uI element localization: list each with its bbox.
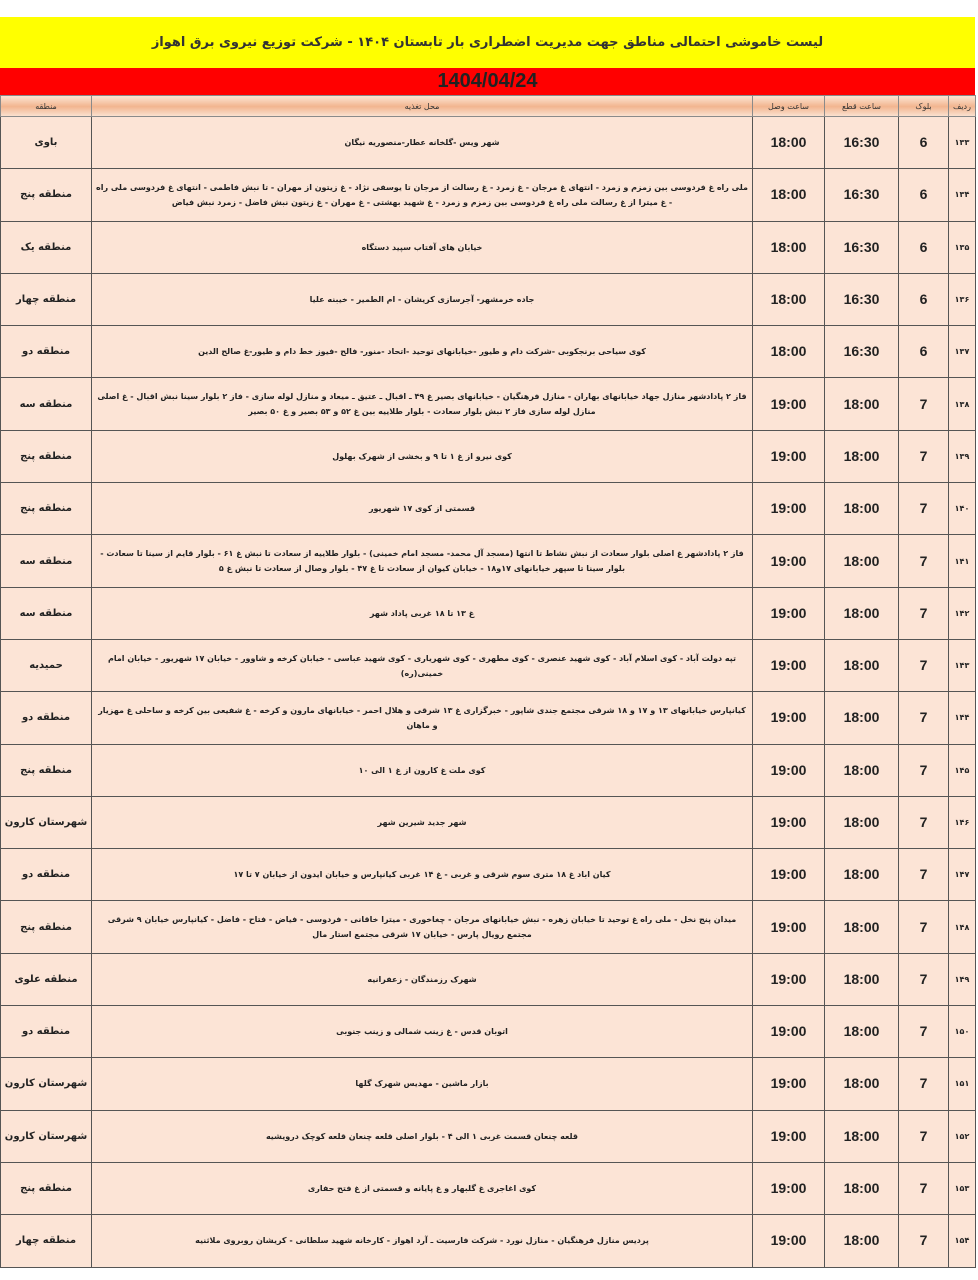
header-region: منطقه	[1, 96, 92, 117]
cut-time: 18:00	[825, 1110, 899, 1162]
connect-time: 19:00	[753, 430, 825, 482]
location-cell: پردیس منازل فرهنگیان - منازل نورد - شرکت فارسیت ـ آرد اهواز - کارخانه شهید سلطانی - کریشان روبروی ملاثنیه	[92, 1215, 753, 1267]
block-cell: 6	[899, 117, 949, 169]
block-cell: 7	[899, 796, 949, 848]
block-cell: 6	[899, 169, 949, 221]
document-title: لیست خاموشی احتمالی مناطق جهت مدیریت اضطراری بار تابستان ۱۴۰۴ - شرکت توزیع نیروی برق اهواز	[0, 17, 975, 68]
connect-time: 19:00	[753, 953, 825, 1005]
region-cell: منطقه دو	[1, 849, 92, 901]
region-cell: منطقه پنج	[1, 169, 92, 221]
region-cell: منطقه سه	[1, 378, 92, 430]
row-number: ۱۵۰	[949, 1006, 976, 1058]
location-cell: غ ۱۳ تا ۱۸ غربی پاداد شهر	[92, 587, 753, 639]
location-cell: اتوبان قدس - غ زینب شمالی و زینب جنوبی	[92, 1006, 753, 1058]
location-cell: ملی راه غ فردوسی بین زمزم و زمرد - انتهای غ مرجان - غ زمرد - غ رسالت از مرجان تا یوسفی نژاد - غ زیتون از مهران - تا نبش فاطمی - انتهای غ فردوسی ملی راه - غ میترا از غ رسالت ملی راه غ فردوسی بین زمزم و زمرد - غ شهید بهشتی - غ مهران - غ زیتون نبش فاضل - زمرد نبش فیاض	[92, 169, 753, 221]
table-row	[1, 901, 976, 953]
region-cell: منطقه سه	[1, 535, 92, 587]
location-cell: کوی سیاحی برنجکوبی -شرکت دام و طیور -خیابانهای توحید -اتحاد -منور- فالح -فیوز خط دام و طیور-غ صالح الدین	[92, 326, 753, 378]
table-row	[1, 953, 976, 1005]
cut-time: 18:00	[825, 639, 899, 691]
location-cell: کوی ملت غ کارون از غ ۱ الی ۱۰	[92, 744, 753, 796]
row-number: ۱۴۶	[949, 796, 976, 848]
row-number: ۱۴۲	[949, 587, 976, 639]
connect-time: 18:00	[753, 117, 825, 169]
connect-time: 19:00	[753, 535, 825, 587]
region-cell: منطقه دو	[1, 326, 92, 378]
connect-time: 18:00	[753, 169, 825, 221]
location-cell: کوی اغاجری غ گلبهار و غ پایانه و قسمتی از غ فتح حفاری	[92, 1162, 753, 1214]
region-cell: منطقه علوی	[1, 953, 92, 1005]
location-cell: تپه دولت آباد - کوی اسلام آباد - کوی شهید عنصری - کوی مطهری - کوی شهریاری - کوی شهید عباسی - خیابان کرخه و شاوور - خیابان ۱۷ شهریور - خیابان امام خمینی(ره)	[92, 639, 753, 691]
block-cell: 7	[899, 639, 949, 691]
region-cell: شهرستان کارون	[1, 1110, 92, 1162]
block-cell: 7	[899, 692, 949, 744]
table-row	[1, 273, 976, 325]
table-row	[1, 483, 976, 535]
table-row	[1, 1215, 976, 1267]
region-cell: منطقه چهار	[1, 1215, 92, 1267]
table-header	[1, 96, 976, 117]
region-cell: منطقه یک	[1, 221, 92, 273]
block-cell: 7	[899, 587, 949, 639]
table-row	[1, 744, 976, 796]
location-cell: قلعه چنعان قسمت غربی ۱ الی ۴ - بلوار اصلی قلعه چنعان قلعه کوچک درویشیه	[92, 1110, 753, 1162]
row-number: ۱۵۳	[949, 1162, 976, 1214]
region-cell: منطقه دو	[1, 1006, 92, 1058]
connect-time: 18:00	[753, 273, 825, 325]
connect-time: 18:00	[753, 221, 825, 273]
block-cell: 7	[899, 901, 949, 953]
header-cut: ساعت قطع	[825, 96, 899, 117]
region-cell: منطقه پنج	[1, 1162, 92, 1214]
connect-time: 19:00	[753, 744, 825, 796]
cut-time: 18:00	[825, 1006, 899, 1058]
cut-time: 18:00	[825, 535, 899, 587]
location-cell: کیان اباد غ ۱۸ متری سوم شرقی و غربی - غ ۱۴ غربی کیانپارس و خیابان ایدون از خیابان ۷ تا ۱۷	[92, 849, 753, 901]
location-cell: بازار ماشین - مهدیس شهرک گلها	[92, 1058, 753, 1110]
cut-time: 18:00	[825, 378, 899, 430]
table-row	[1, 117, 976, 169]
table-row	[1, 1110, 976, 1162]
location-cell: کوی نیرو از غ ۱ تا ۹ و بخشی از شهرک بهلول	[92, 430, 753, 482]
cut-time: 18:00	[825, 1058, 899, 1110]
block-cell: 7	[899, 430, 949, 482]
header-connect: ساعت وصل	[753, 96, 825, 117]
row-number: ۱۳۳	[949, 117, 976, 169]
location-cell: فاز ۲ پادادشهر غ اصلی بلوار سعادت از نبش نشاط تا انتها (مسجد آل محمد- مسجد امام خمینی) - بلوار طلاییه از سعادت تا نبش غ ۶۱ - بلوار قایم از سینا تا سعادت - بلوار سینا تا سپهر خیابانهای ۱۷و۱۸ - خیابان کیوان از سعادت تا غ ۴۷ - بلوار وصال از سعادت تا نبش غ ۵	[92, 535, 753, 587]
row-number: ۱۳۵	[949, 221, 976, 273]
cut-time: 16:30	[825, 117, 899, 169]
block-cell: 7	[899, 1215, 949, 1267]
cut-time: 18:00	[825, 953, 899, 1005]
connect-time: 19:00	[753, 1215, 825, 1267]
row-number: ۱۴۳	[949, 639, 976, 691]
table-row	[1, 169, 976, 221]
cut-time: 18:00	[825, 692, 899, 744]
table-row	[1, 692, 976, 744]
location-cell: کیانپارس خیابانهای ۱۳ و ۱۷ و ۱۸ شرقی مجتمع جندی شاپور - خبرگزاری غ ۱۳ شرقی و هلال احمر - خیابانهای مارون و کرخه - غ شفیعی بین کرخه و ساحلی غ مهزیار و ماهان	[92, 692, 753, 744]
block-cell: 7	[899, 483, 949, 535]
block-cell: 6	[899, 273, 949, 325]
cut-time: 18:00	[825, 587, 899, 639]
region-cell: منطقه پنج	[1, 430, 92, 482]
header-location: محل تغذیه	[92, 96, 753, 117]
outage-table	[0, 95, 976, 1268]
table-row	[1, 1006, 976, 1058]
region-cell: منطقه پنج	[1, 744, 92, 796]
location-cell: شهرک رزمندگان - زعفرانیه	[92, 953, 753, 1005]
table-row	[1, 1058, 976, 1110]
row-number: ۱۳۴	[949, 169, 976, 221]
connect-time: 19:00	[753, 796, 825, 848]
row-number: ۱۴۷	[949, 849, 976, 901]
block-cell: 6	[899, 221, 949, 273]
row-number: ۱۴۴	[949, 692, 976, 744]
table-row	[1, 587, 976, 639]
connect-time: 19:00	[753, 1058, 825, 1110]
location-cell: شهر جدید شیرین شهر	[92, 796, 753, 848]
region-cell: منطقه دو	[1, 692, 92, 744]
cut-time: 18:00	[825, 483, 899, 535]
cut-time: 18:00	[825, 1162, 899, 1214]
block-cell: 7	[899, 1058, 949, 1110]
connect-time: 19:00	[753, 1110, 825, 1162]
row-number: ۱۳۸	[949, 378, 976, 430]
block-cell: 7	[899, 1110, 949, 1162]
region-cell: منطقه سه	[1, 587, 92, 639]
row-number: ۱۴۵	[949, 744, 976, 796]
block-cell: 7	[899, 953, 949, 1005]
block-cell: 7	[899, 1006, 949, 1058]
row-number: ۱۳۶	[949, 273, 976, 325]
row-number: ۱۴۸	[949, 901, 976, 953]
connect-time: 19:00	[753, 901, 825, 953]
block-cell: 7	[899, 1162, 949, 1214]
region-cell: شهرستان کارون	[1, 796, 92, 848]
region-cell: منطقه پنج	[1, 901, 92, 953]
block-cell: 7	[899, 744, 949, 796]
block-cell: 7	[899, 849, 949, 901]
cut-time: 18:00	[825, 744, 899, 796]
row-number: ۱۵۴	[949, 1215, 976, 1267]
connect-time: 19:00	[753, 1162, 825, 1214]
location-cell: فاز ۲ پادادشهر منازل جهاد خیابانهای بهاران - منازل فرهنگیان - خیابانهای بصیر غ ۴۹ ـ اقبال ـ عتیق ـ میعاد و منازل لوله سازی - فاز ۲ بلوار سینا نبش اقبال - غ اصلی منازل لوله سازی فاز ۲ نبش بلوار سعادت - بلوار طلاییه بین غ ۵۲ و ۵۳ بصیر و غ ۵۰ بصیر	[92, 378, 753, 430]
region-cell: منطقه چهار	[1, 273, 92, 325]
cut-time: 16:30	[825, 273, 899, 325]
cut-time: 16:30	[825, 169, 899, 221]
cut-time: 18:00	[825, 430, 899, 482]
location-cell: قسمتی از کوی ۱۷ شهریور	[92, 483, 753, 535]
region-cell: باوی	[1, 117, 92, 169]
table-row	[1, 221, 976, 273]
cut-time: 16:30	[825, 326, 899, 378]
connect-time: 19:00	[753, 849, 825, 901]
location-cell: میدان پنج نخل - ملی راه غ توحید تا خیابان زهره - نبش خیابانهای مرجان - چغاخوری - میترا خاقانی - فردوسی - فیاض - فتاح - فاضل - کیانپارس خیابان ۹ شرقی مجتمع رویال پارس - خیابان ۱۷ شرقی مجتمع استار مال	[92, 901, 753, 953]
table-row	[1, 326, 976, 378]
row-number: ۱۳۷	[949, 326, 976, 378]
table-row	[1, 1162, 976, 1214]
location-cell: شهر ویس -گلخانه عطار-منصوریه نیگان	[92, 117, 753, 169]
row-number: ۱۴۰	[949, 483, 976, 535]
connect-time: 18:00	[753, 326, 825, 378]
cut-time: 18:00	[825, 849, 899, 901]
row-number: ۱۴۱	[949, 535, 976, 587]
connect-time: 19:00	[753, 639, 825, 691]
table-row	[1, 430, 976, 482]
header-row: ردیف	[949, 96, 976, 117]
connect-time: 19:00	[753, 587, 825, 639]
cut-time: 16:30	[825, 221, 899, 273]
table-row	[1, 378, 976, 430]
cut-time: 18:00	[825, 901, 899, 953]
connect-time: 19:00	[753, 378, 825, 430]
row-number: ۱۵۲	[949, 1110, 976, 1162]
block-cell: 6	[899, 326, 949, 378]
row-number: ۱۵۱	[949, 1058, 976, 1110]
row-number: ۱۳۹	[949, 430, 976, 482]
table-row	[1, 639, 976, 691]
table-row	[1, 535, 976, 587]
table-row	[1, 849, 976, 901]
region-cell: شهرستان کارون	[1, 1058, 92, 1110]
location-cell: جاده خرمشهر- آجرسازی کریشان - ام الطمیر - خیبنه علیا	[92, 273, 753, 325]
cut-time: 18:00	[825, 796, 899, 848]
connect-time: 19:00	[753, 1006, 825, 1058]
block-cell: 7	[899, 535, 949, 587]
cut-time: 18:00	[825, 1215, 899, 1267]
table-row	[1, 796, 976, 848]
region-cell: حمیدیه	[1, 639, 92, 691]
region-cell: منطقه پنج	[1, 483, 92, 535]
block-cell: 7	[899, 378, 949, 430]
connect-time: 19:00	[753, 692, 825, 744]
date-banner: 1404/04/24	[0, 68, 975, 95]
connect-time: 19:00	[753, 483, 825, 535]
row-number: ۱۴۹	[949, 953, 976, 1005]
header-block: بلوک	[899, 96, 949, 117]
location-cell: خیابان های آفتاب سپید دستگاه	[92, 221, 753, 273]
